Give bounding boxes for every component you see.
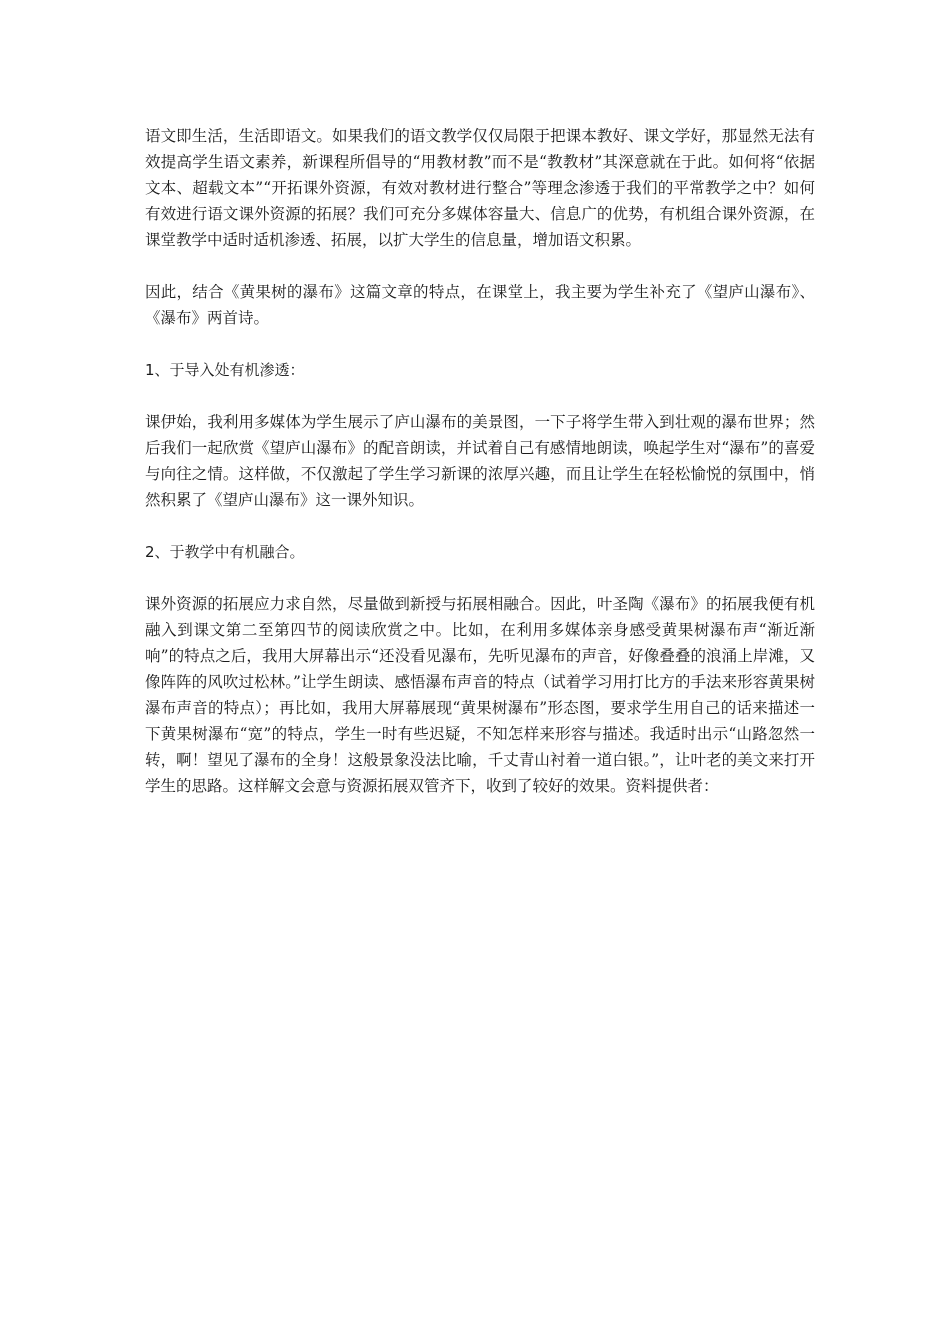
section-heading-2: 2、于教学中有机融合。	[145, 543, 305, 561]
paragraph-section-2: 课外资源的拓展应力求自然，尽量做到新授与拓展相融合。因此，叶圣陶《瀑布》的拓展我便有机融入到课文第二至第四节的阅读欣赏之中。比如，在利用多媒体亲身感受黄果树瀑布声“渐近渐响”的特点之后，我用大屏幕出示“还没看见瀑布，先听见瀑布的声音，好像叠叠的浪涌上岸滩，又像阵阵的风吹过松林。”让学生朗读、感悟瀑布声音的特点（试着学习用打比方的手法来形容黄果树瀑布声音的特点）；再比如，我用大屏幕展现“黄果树瀑布”形态图，要求学生用自己的话来描述一下黄果树瀑布“宽”的特点，学生一时有些迟疑，不知怎样来形容与描述。我适时出示“山路忽然一转，啊！望见了瀑布的全身！这般景象没法比喻，千丈青山衬着一道白银。”，让叶老的美文来打开学生的思路。这样解文会意与资源拓展双管齐下，收到了较好的效果。资料提供者：	[145, 595, 815, 795]
paragraph-section-1: 课伊始，我利用多媒体为学生展示了庐山瀑布的美景图，一下子将学生带入到壮观的瀑布世界；然后我们一起欣赏《望庐山瀑布》的配音朗读，并试着自己有感情地朗读，唤起学生对“瀑布”的喜爱与向往之情。这样做，不仅激起了学生学习新课的浓厚兴趣，而且让学生在轻松愉悦的氛围中，悄然积累了《望庐山瀑布》这一课外知识。	[145, 413, 815, 509]
paragraph-supplement-poems: 因此，结合《黄果树的瀑布》这篇文章的特点，在课堂上，我主要为学生补充了《望庐山瀑布》、《瀑布》两首诗。	[145, 283, 815, 327]
document-body	[145, 123, 815, 825]
paragraph-intro: 语文即生活，生活即语文。如果我们的语文教学仅仅局限于把课本教好、课文学好，那显然无法有效提高学生语文素养，新课程所倡导的“用教材教”而不是“教教材”其深意就在于此。如何将“依据文本、超载文本”“开拓课外资源，有效对教材进行整合”等理念渗透于我们的平常教学之中？如何有效进行语文课外资源的拓展？我们可充分多媒体容量大、信息广的优势，有机组合课外资源，在课堂教学中适时适机渗透、拓展，以扩大学生的信息量，增加语文积累。	[145, 127, 815, 249]
section-heading-1: 1、于导入处有机渗透：	[145, 361, 305, 379]
